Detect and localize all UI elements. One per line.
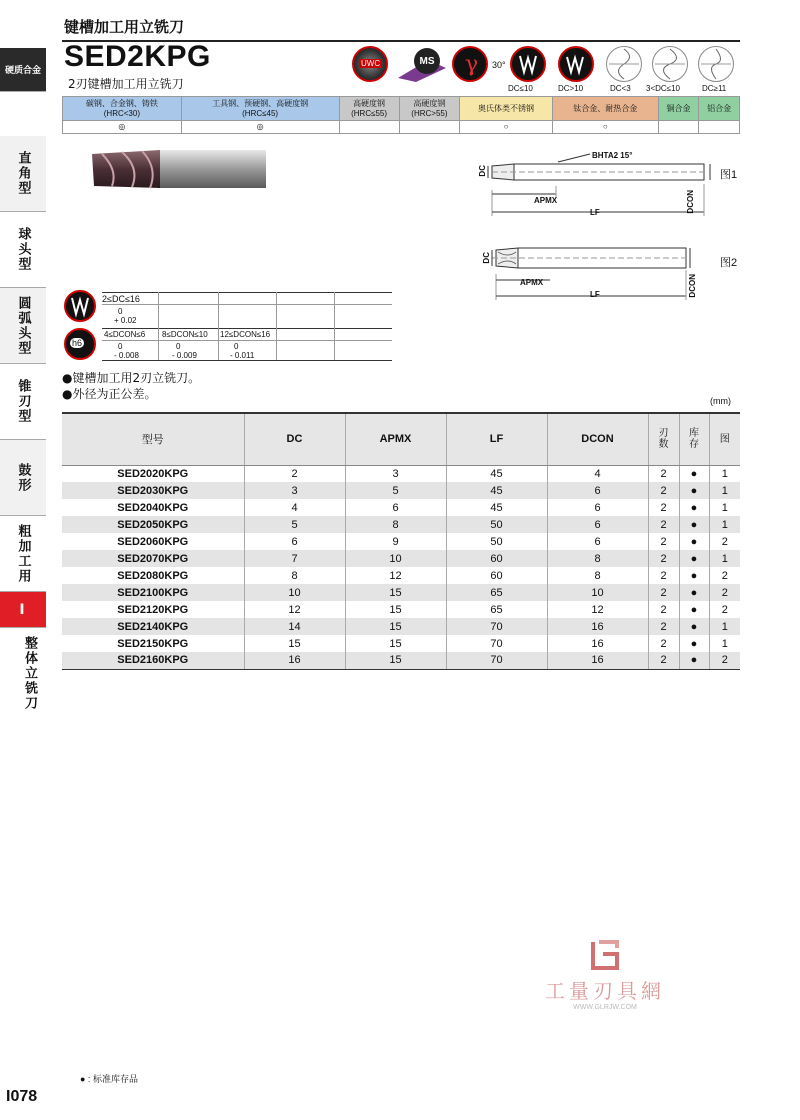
tol-h6-icon xyxy=(64,328,96,360)
helix-angle-label: 30° xyxy=(492,60,506,70)
icon-label-dc-le-10: DC≤10 xyxy=(508,84,533,93)
material-mark: ○ xyxy=(552,121,658,134)
table-cell: ● xyxy=(679,584,709,601)
category-title: 键槽加工用立铣刀 xyxy=(64,18,185,36)
table-cell: 2 xyxy=(648,533,679,550)
helix-angle-icon xyxy=(452,46,488,82)
material-mark xyxy=(399,121,460,134)
product-subtitle: 2刃键槽加工用立铣刀 xyxy=(68,77,184,91)
side-tab-section-i[interactable] xyxy=(0,592,46,628)
table-row xyxy=(62,601,740,618)
unit-label: (mm) xyxy=(710,396,731,406)
icon-label-3-dc-10: 3<DC≤10 xyxy=(646,84,680,93)
table-cell: 2 xyxy=(648,465,679,482)
table-cell: 2 xyxy=(709,533,740,550)
material-header: 高硬度钢 (HRC≤55) xyxy=(339,97,399,121)
table-cell: 6 xyxy=(547,499,648,516)
material-mark: ◎ xyxy=(181,121,339,134)
drawing-apmx-label-1: APMX xyxy=(534,196,558,205)
material-header: 工具钢、预硬钢、高硬度钢 (HRC≤45) xyxy=(181,97,339,121)
spec-table xyxy=(62,412,740,670)
figure-2-label: 图2 xyxy=(720,257,738,269)
table-cell: 2 xyxy=(648,635,679,652)
table-cell: 15 xyxy=(244,635,345,652)
table-cell: 16 xyxy=(547,652,648,669)
table-cell: SED2030KPG xyxy=(62,482,244,499)
gamma-glyph: γ xyxy=(465,52,479,77)
table-cell: 16 xyxy=(244,652,345,669)
table-cell: ● xyxy=(679,550,709,567)
note-item: ●键槽加工用2刃立铣刀。 xyxy=(62,371,201,385)
table-cell: 45 xyxy=(446,499,547,516)
table-cell: 8 xyxy=(547,567,648,584)
table-cell: SED2120KPG xyxy=(117,603,189,616)
dcon-range: 4≤DCON≤6 xyxy=(104,330,146,339)
table-row xyxy=(62,618,740,635)
drawing-apmx-label-2: APMX xyxy=(520,278,544,287)
table-cell: 15 xyxy=(345,601,446,618)
table-cell: ● xyxy=(679,465,709,482)
product-code: SED2KPG xyxy=(64,40,211,73)
dcon-tol-lower: - 0.011 xyxy=(230,351,255,360)
table-cell: 65 xyxy=(446,601,547,618)
table-cell: 2 xyxy=(648,567,679,584)
table-cell: SED2050KPG xyxy=(62,516,244,533)
table-cell: 1 xyxy=(709,516,740,533)
section-letter: I xyxy=(19,601,27,618)
table-cell: 65 xyxy=(446,584,547,601)
table-row xyxy=(62,652,740,669)
icon-label-dc-gt-10: DC>10 xyxy=(558,84,584,93)
col-header-flutes: 刃 数 xyxy=(648,413,679,465)
table-cell: SED2080KPG xyxy=(117,569,189,582)
table-cell: 10 xyxy=(547,584,648,601)
tol-grid-top xyxy=(102,292,392,293)
dc-tol-upper: 0 xyxy=(118,307,123,316)
end-view-icon-3 xyxy=(698,46,734,82)
drawing-dc-label-2: DC xyxy=(482,252,491,264)
table-cell: 1 xyxy=(709,499,740,516)
table-row xyxy=(62,482,740,499)
table-cell: 15 xyxy=(345,635,446,652)
tol-col-line xyxy=(158,292,159,360)
table-cell: 14 xyxy=(244,618,345,635)
table-cell: 12 xyxy=(244,601,345,618)
drawing-lf-label-1: LF xyxy=(590,208,600,217)
table-cell: 6 xyxy=(547,516,648,533)
table-cell: 15 xyxy=(345,584,446,601)
material-mark xyxy=(339,121,399,134)
table-cell: 50 xyxy=(446,533,547,550)
side-tab-ball[interactable] xyxy=(0,212,46,288)
table-cell: 2 xyxy=(648,601,679,618)
side-label-solid: 整体立铣刀 xyxy=(22,636,37,711)
uwc-label: UWC xyxy=(361,59,381,68)
col-header-apmx: APMX xyxy=(345,413,446,465)
tol-grid-mid3 xyxy=(102,340,392,341)
figure-1-label: 图1 xyxy=(720,169,738,181)
table-header-row xyxy=(62,413,740,465)
end-view-3-icon xyxy=(699,47,733,81)
material-table xyxy=(62,96,740,134)
watermark xyxy=(530,940,680,1011)
dc-tol-lower: + 0.02 xyxy=(114,316,137,325)
stock-legend: ● : 标准库存品 xyxy=(80,1074,138,1084)
tolerance-table xyxy=(62,290,392,360)
table-cell: 70 xyxy=(446,618,547,635)
uwc-coating-icon xyxy=(352,46,388,82)
table-cell: 2 xyxy=(709,601,740,618)
tol-grid-mid1 xyxy=(102,304,392,305)
table-cell: SED2140KPG xyxy=(62,618,244,635)
table-cell: ● xyxy=(679,601,709,618)
table-cell: 45 xyxy=(446,465,547,482)
table-cell: 15 xyxy=(345,652,446,669)
col-header-figure: 图 xyxy=(709,413,740,465)
table-cell: 60 xyxy=(446,567,547,584)
watermark-url: WWW.GLRJW.COM xyxy=(573,1004,637,1011)
col-header-stock: 库 存 xyxy=(679,413,709,465)
table-cell: 5 xyxy=(345,482,446,499)
table-cell: ● xyxy=(679,652,709,669)
drawing-dcon-label-1: DCON xyxy=(686,190,695,214)
table-cell: 9 xyxy=(345,533,446,550)
table-cell: 10 xyxy=(345,550,446,567)
material-mark: ○ xyxy=(460,121,553,134)
center-cut-icon-small xyxy=(510,46,546,82)
drawing-bhta-label: BHTA2 15° xyxy=(592,151,633,160)
side-tab-rough[interactable] xyxy=(0,516,46,592)
table-cell: ● xyxy=(679,482,709,499)
table-cell: 1 xyxy=(709,550,740,567)
table-cell: 8 xyxy=(345,516,446,533)
table-cell: ● xyxy=(679,499,709,516)
material-header: 钛合金、耐热合金 xyxy=(552,97,658,121)
table-cell: SED2020KPG xyxy=(117,467,189,480)
table-cell: 2 xyxy=(648,618,679,635)
table-cell: 2 xyxy=(709,567,740,584)
table-cell: 45 xyxy=(446,482,547,499)
material-mark xyxy=(658,121,699,134)
table-cell: 16 xyxy=(547,635,648,652)
table-cell: 2 xyxy=(648,482,679,499)
table-cell: 70 xyxy=(446,635,547,652)
icon-label-dc-lt-3: DC<3 xyxy=(610,84,631,93)
dc-tolerance-icon xyxy=(66,292,94,320)
table-cell: 8 xyxy=(244,567,345,584)
table-cell: 2 xyxy=(648,516,679,533)
table-cell: 3 xyxy=(244,482,345,499)
side-tab-radius[interactable] xyxy=(0,288,46,364)
dcon-range: 8≤DCON≤10 xyxy=(162,330,208,339)
table-row xyxy=(62,584,740,601)
tol-col-line xyxy=(334,292,335,360)
table-cell: 1 xyxy=(709,618,740,635)
tol-dc-icon xyxy=(64,290,96,322)
end-view-1-icon xyxy=(607,47,641,81)
table-cell: 3 xyxy=(345,465,446,482)
table-cell: 12 xyxy=(547,601,648,618)
table-cell: 10 xyxy=(244,584,345,601)
table-cell: 6 xyxy=(547,533,648,550)
tol-grid-bottom xyxy=(102,360,392,361)
table-cell: 12 xyxy=(345,567,446,584)
drawing-dcon-label-2: DCON xyxy=(688,274,697,298)
tol-grid-mid2 xyxy=(102,328,392,329)
dcon-tol-upper: 0 xyxy=(118,342,123,351)
table-row xyxy=(62,499,740,516)
h6-label: h6 xyxy=(72,338,83,348)
dcon-range: 12≤DCON≤16 xyxy=(220,330,271,339)
side-tab-taper[interactable] xyxy=(0,364,46,440)
table-cell: 15 xyxy=(345,618,446,635)
table-cell: 2 xyxy=(709,652,740,669)
end-view-2-icon xyxy=(653,47,687,81)
table-cell: 70 xyxy=(446,652,547,669)
table-cell: 16 xyxy=(547,618,648,635)
material-mark: ◎ xyxy=(63,121,182,134)
table-row xyxy=(62,516,740,533)
material-header: 奥氏体类不锈钢 xyxy=(460,97,553,121)
table-cell: 2 xyxy=(709,584,740,601)
dcon-tol-lower: - 0.009 xyxy=(172,351,197,360)
note-item: ●外径为正公差。 xyxy=(62,387,157,401)
table-cell: 2 xyxy=(648,652,679,669)
drawing-lf-label-2: LF xyxy=(590,290,600,299)
notes xyxy=(62,370,200,402)
table-cell: 60 xyxy=(446,550,547,567)
dcon-tol-upper: 0 xyxy=(234,342,239,351)
table-cell: ● xyxy=(679,516,709,533)
side-tab-carbide[interactable] xyxy=(0,48,46,92)
icon-label-dc-ge-11: DC≥11 xyxy=(702,84,727,93)
side-tab-taper-label: 锥刃型 xyxy=(15,379,31,424)
dc-range: 2≤DC≤16 xyxy=(102,294,140,304)
table-cell: 1 xyxy=(709,465,740,482)
watermark-logo-icon xyxy=(585,940,625,970)
table-cell: 6 xyxy=(547,482,648,499)
table-cell: 2 xyxy=(244,465,345,482)
center-cut-icon-large xyxy=(558,46,594,82)
material-header: 铝合金 xyxy=(699,97,740,121)
flute-small-icon xyxy=(512,48,544,80)
table-cell: 6 xyxy=(244,533,345,550)
table-cell: ● xyxy=(679,567,709,584)
table-cell: 2 xyxy=(648,550,679,567)
col-header-dc: DC xyxy=(244,413,345,465)
col-header-dcon: DCON xyxy=(547,413,648,465)
spec-table-body xyxy=(62,465,740,669)
side-tab-drum-label: 鼓形 xyxy=(15,462,31,493)
table-row xyxy=(62,567,740,584)
table-cell: ● xyxy=(679,533,709,550)
table-cell: 1 xyxy=(709,635,740,652)
side-tab-square[interactable] xyxy=(0,136,46,212)
flute-large-icon xyxy=(560,48,592,80)
drawing-dc-label-1: DC xyxy=(478,165,487,177)
material-header: 高硬度钢 (HRC>55) xyxy=(399,97,460,121)
ms-label: MS xyxy=(414,48,440,74)
table-cell: SED2150KPG xyxy=(117,637,189,650)
ms-material-icon xyxy=(398,48,446,82)
table-cell: 1 xyxy=(709,482,740,499)
tol-col-line xyxy=(276,292,277,360)
side-tab-drum[interactable] xyxy=(0,440,46,516)
tol-col-line xyxy=(218,292,219,360)
page-number: I078 xyxy=(6,1088,38,1105)
table-cell: 4 xyxy=(547,465,648,482)
tool-photo xyxy=(88,146,268,192)
table-cell: 50 xyxy=(446,516,547,533)
side-tab-rough-label: 粗加工用 xyxy=(15,523,31,584)
side-tab-radius-label: 圆弧头型 xyxy=(15,295,31,356)
end-view-icon-1 xyxy=(606,46,642,82)
table-cell: SED2060KPG xyxy=(117,535,189,548)
table-row xyxy=(62,533,740,550)
material-header: 碳钢、合金钢、铸铁 (HRC<30) xyxy=(63,97,182,121)
table-row xyxy=(62,635,740,652)
table-cell: 7 xyxy=(244,550,345,567)
table-cell: SED2160KPG xyxy=(62,652,244,669)
table-cell: SED2070KPG xyxy=(62,550,244,567)
table-cell: 2 xyxy=(648,584,679,601)
side-tab-carbide-label: 硬质合金 xyxy=(4,66,41,76)
material-mark xyxy=(699,121,740,134)
watermark-text: 工量刃具網 xyxy=(545,979,665,1003)
table-cell: 2 xyxy=(648,499,679,516)
table-row xyxy=(62,465,740,482)
side-tab-square-label: 直角型 xyxy=(15,151,31,196)
end-view-icon-2 xyxy=(652,46,688,82)
material-header: 铜合金 xyxy=(658,97,699,121)
side-tab-ball-label: 球头型 xyxy=(15,227,31,272)
col-header-lf: LF xyxy=(446,413,547,465)
dcon-tol-lower: - 0.008 xyxy=(114,351,139,360)
table-cell: 6 xyxy=(345,499,446,516)
table-cell: 5 xyxy=(244,516,345,533)
table-cell: SED2100KPG xyxy=(62,584,244,601)
table-cell: 8 xyxy=(547,550,648,567)
table-cell: ● xyxy=(679,618,709,635)
col-header-model: 型号 xyxy=(62,413,244,465)
table-cell: ● xyxy=(679,635,709,652)
dcon-tol-upper: 0 xyxy=(176,342,181,351)
table-cell: SED2040KPG xyxy=(117,501,189,514)
table-cell: 4 xyxy=(244,499,345,516)
table-row xyxy=(62,550,740,567)
